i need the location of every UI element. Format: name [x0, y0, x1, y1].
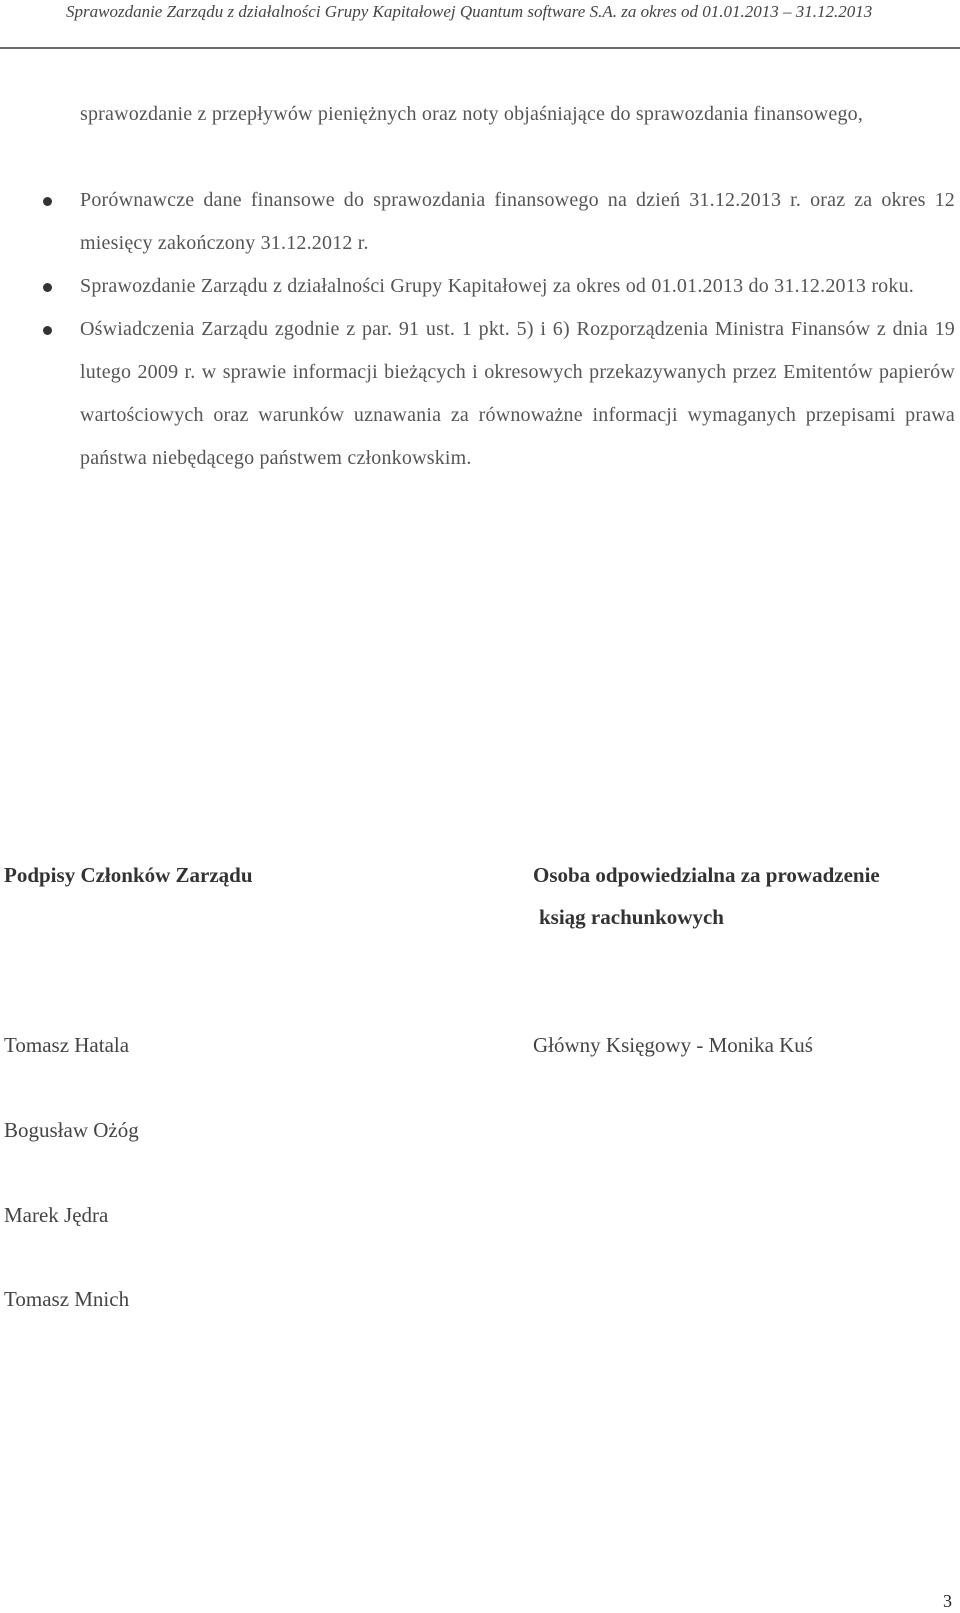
page-header [0, 0, 960, 49]
document-list [80, 179, 955, 480]
accountant-heading-line1: Osoba odpowiedzialna za prowadzenie [533, 863, 880, 887]
header-title: Sprawozdanie Zarządu z działalności Grupy Kapitałowej Quantum software S.A. za okres od 01.01.2013 – 31.12.2013 [66, 2, 873, 21]
board-member-name: Tomasz Mnich [4, 1287, 130, 1311]
page-number: 3 [943, 1591, 952, 1611]
accountant-heading-line2: ksiąg rachunkowych [539, 905, 724, 929]
accountant-name: Główny Księgowy - Monika Kuś [533, 1033, 813, 1057]
bullet-icon [43, 197, 52, 206]
board-member-name: Tomasz Hatala [4, 1033, 130, 1057]
board-member-name: Bogusław Ożóg [4, 1118, 139, 1142]
board-member-name: Marek Jędra [4, 1203, 109, 1227]
bullet-icon [43, 326, 52, 335]
list-item [80, 179, 955, 265]
list-item [80, 308, 955, 480]
list-item [80, 265, 955, 308]
list-item-text: Porównawcze dane finansowe do sprawozdania finansowego na dzień 31.12.2013 r. oraz za okres 12 miesięcy zakończony 31.12.2012 r. [80, 189, 955, 254]
list-item-text: Sprawozdanie Zarządu z działalności Grupy Kapitałowej za okres od 01.01.2013 do 31.12.2013 roku. [80, 275, 914, 297]
bullet-icon [43, 283, 52, 292]
intro-paragraph: sprawozdanie z przepływów pieniężnych oraz noty objaśniające do sprawozdania finansowego, [80, 103, 864, 125]
list-item-text: Oświadczenia Zarządu zgodnie z par. 91 ust. 1 pkt. 5) i 6) Rozporządzenia Ministra Finansów z dnia 19 lutego 2009 r. w sprawie informacji bieżących i okresowych przekazywanych przez Emitentów papierów wartościowych oraz warunków uznawania za równoważne informacji wymaganych przepisami prawa państwa niebędącego państwem członkowskim. [80, 318, 955, 469]
board-signatures-heading: Podpisy Członków Zarządu [4, 863, 253, 887]
